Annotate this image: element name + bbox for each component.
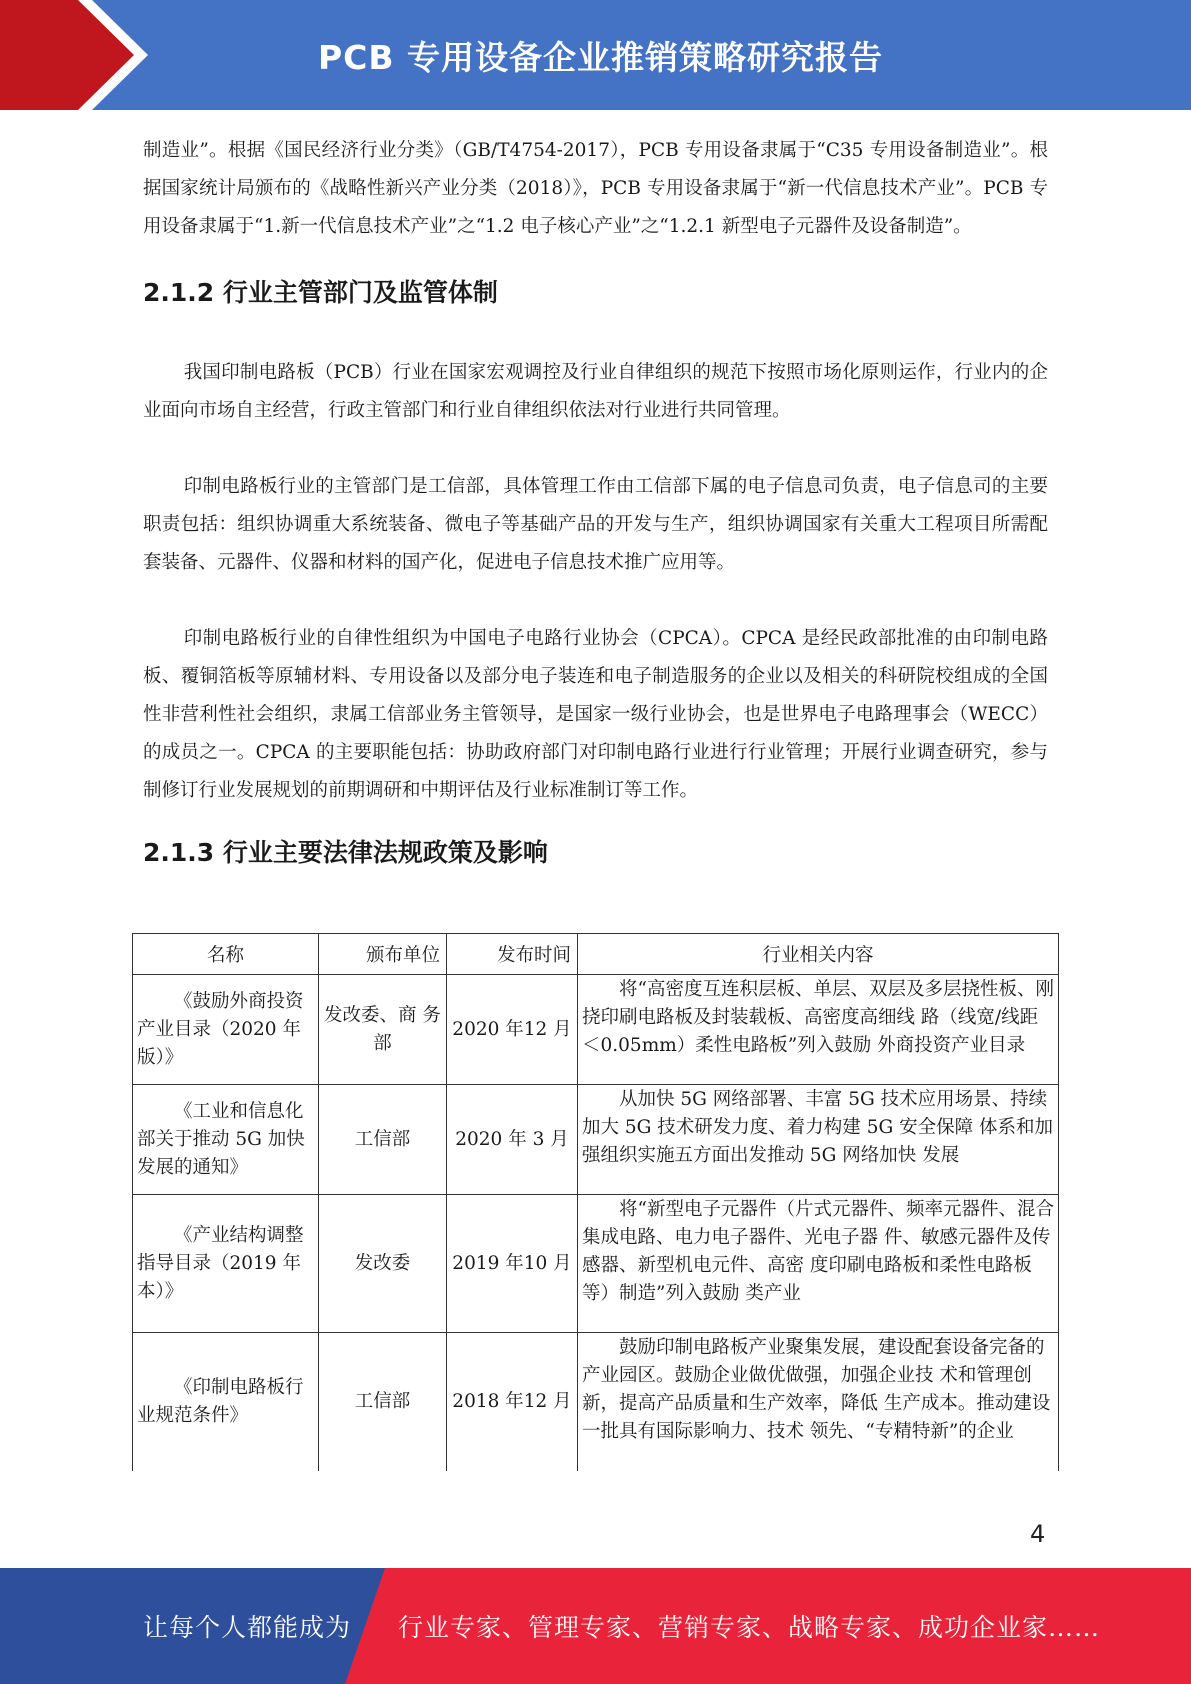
paragraph-cpca: 印制电路板行业的自律性组织为中国电子电路行业协会（CPCA）。CPCA 是经民政部批准的由印制电路板、覆铜箔板等原辅材料、专用设备以及部分电子装连和电子制造服务的企业以及相关的科研院校组成的全国性非营利性社会组织，隶属工信部业务主管领导，是国家一级行业协会，也是世界电子电路理事会（WECC）的成员之一。CPCA 的主要职能包括：协助政府部门对印制电路行业进行行业管理；开展行业调查研究，参与制修订行业发展规划的前期调研和中期评估及行业标准制订等工作。 [143,628,1048,801]
table-row [133,975,1059,1085]
header-issuer: 颁布单位 [319,934,447,975]
header-content: 行业相关内容 [578,934,1059,975]
paragraph-industry-regulation: 我国印制电路板（PCB）行业在国家宏观调控及行业自律组织的规范下按照市场化原则运作，行业内的企业面向市场自主经营，行政主管部门和行业自律组织依法对行业进行共同管理。 [143,362,1048,421]
section-heading-2-1-3: 2.1.3 行业主要法律法规政策及影响 [143,838,548,867]
cell-date: 2020 年 3 月 [447,1085,578,1195]
main-content [143,132,1048,870]
header-date: 发布时间 [447,934,578,975]
table-row [133,1195,1059,1333]
policy-table [132,933,1059,1471]
footer-slogan-left: 让每个人都能成为 [143,1613,352,1642]
cell-name: 《产业结构调整指导目录（2019 年本）》 [133,1195,319,1333]
cell-content: 从加快 5G 网络部署、丰富 5G 技术应用场景、持续加大 5G 技术研发力度、着力构建 5G 安全保障 体系和加强组织实施五方面出发推动 5G 网络加快 发展 [578,1085,1059,1195]
header-name: 名称 [133,934,319,975]
cell-date: 2018 年12 月 [447,1333,578,1471]
cell-issuer: 工信部 [319,1085,447,1195]
report-title: PCB 专用设备企业推销策略研究报告 [317,37,884,77]
page-header [0,0,1191,110]
cell-content: 鼓励印制电路板产业聚集发展，建设配套设备完备的产业园区。鼓励企业做优做强，加强企业技 术和管理创新，提高产品质量和生产效率，降低 生产成本。推动建设一批具有国际影响力、技术 领先、“专精特新”的企业 [578,1333,1059,1471]
paragraph-authority: 印制电路板行业的主管部门是工信部，具体管理工作由工信部下属的电子信息司负责，电子信息司的主要职责包括：组织协调重大系统装备、微电子等基础产品的开发与生产，组织协调国家有关重大工程项目所需配套装备、元器件、仪器和材料的国产化，促进电子信息技术推广应用等。 [143,476,1048,573]
cell-date: 2019 年10 月 [447,1195,578,1333]
section-heading-2-1-2: 2.1.2 行业主管部门及监管体制 [143,278,498,307]
table-header-row [133,934,1059,975]
cell-issuer: 发改委 [319,1195,447,1333]
cell-content: 将“高密度互连积层板、单层、双层及多层挠性板、刚挠印刷电路板及封装载板、高密度高细线 路（线宽/线距＜0.05mm）柔性电路板”列入鼓励 外商投资产业目录 [578,975,1059,1085]
table-row [133,1085,1059,1195]
table-row [133,1333,1059,1471]
page-number: 4 [1030,1520,1046,1548]
cell-name: 《工业和信息化部关于推动 5G 加快发展的通知》 [133,1085,319,1195]
cell-issuer: 工信部 [319,1333,447,1471]
cell-name: 《印制电路板行业规范条件》 [133,1333,319,1471]
footer-slogan-right: 行业专家、管理专家、营销专家、战略专家、成功企业家…… [398,1613,1101,1642]
cell-date: 2020 年12 月 [447,975,578,1085]
cell-name: 《鼓励外商投资产业目录（2020 年版）》 [133,975,319,1085]
intro-paragraph: 制造业”。根据《国民经济行业分类》（GB/T4754-2017），PCB 专用设备隶属于“C35 专用设备制造业”。根据国家统计局颁布的《战略性新兴产业分类（2018）》，PCB 专用设备隶属于“新一代信息技术产业”。PCB 专用设备隶属于“1.新一代信息技术产业”之“1.2 电子核心产业”之“1.2.1 新型电子元器件及设备制造”。 [143,140,1048,237]
cell-content: 将“新型电子元器件（片式元器件、频率元器件、混合集成电路、电力电子器件、光电子器 件、敏感元器件及传感器、新型机电元件、高密 度印刷电路板和柔性电路板等）制造”列入鼓励 类产业 [578,1195,1059,1333]
page-footer [0,1568,1191,1684]
cell-issuer: 发改委、商 务部 [319,975,447,1085]
